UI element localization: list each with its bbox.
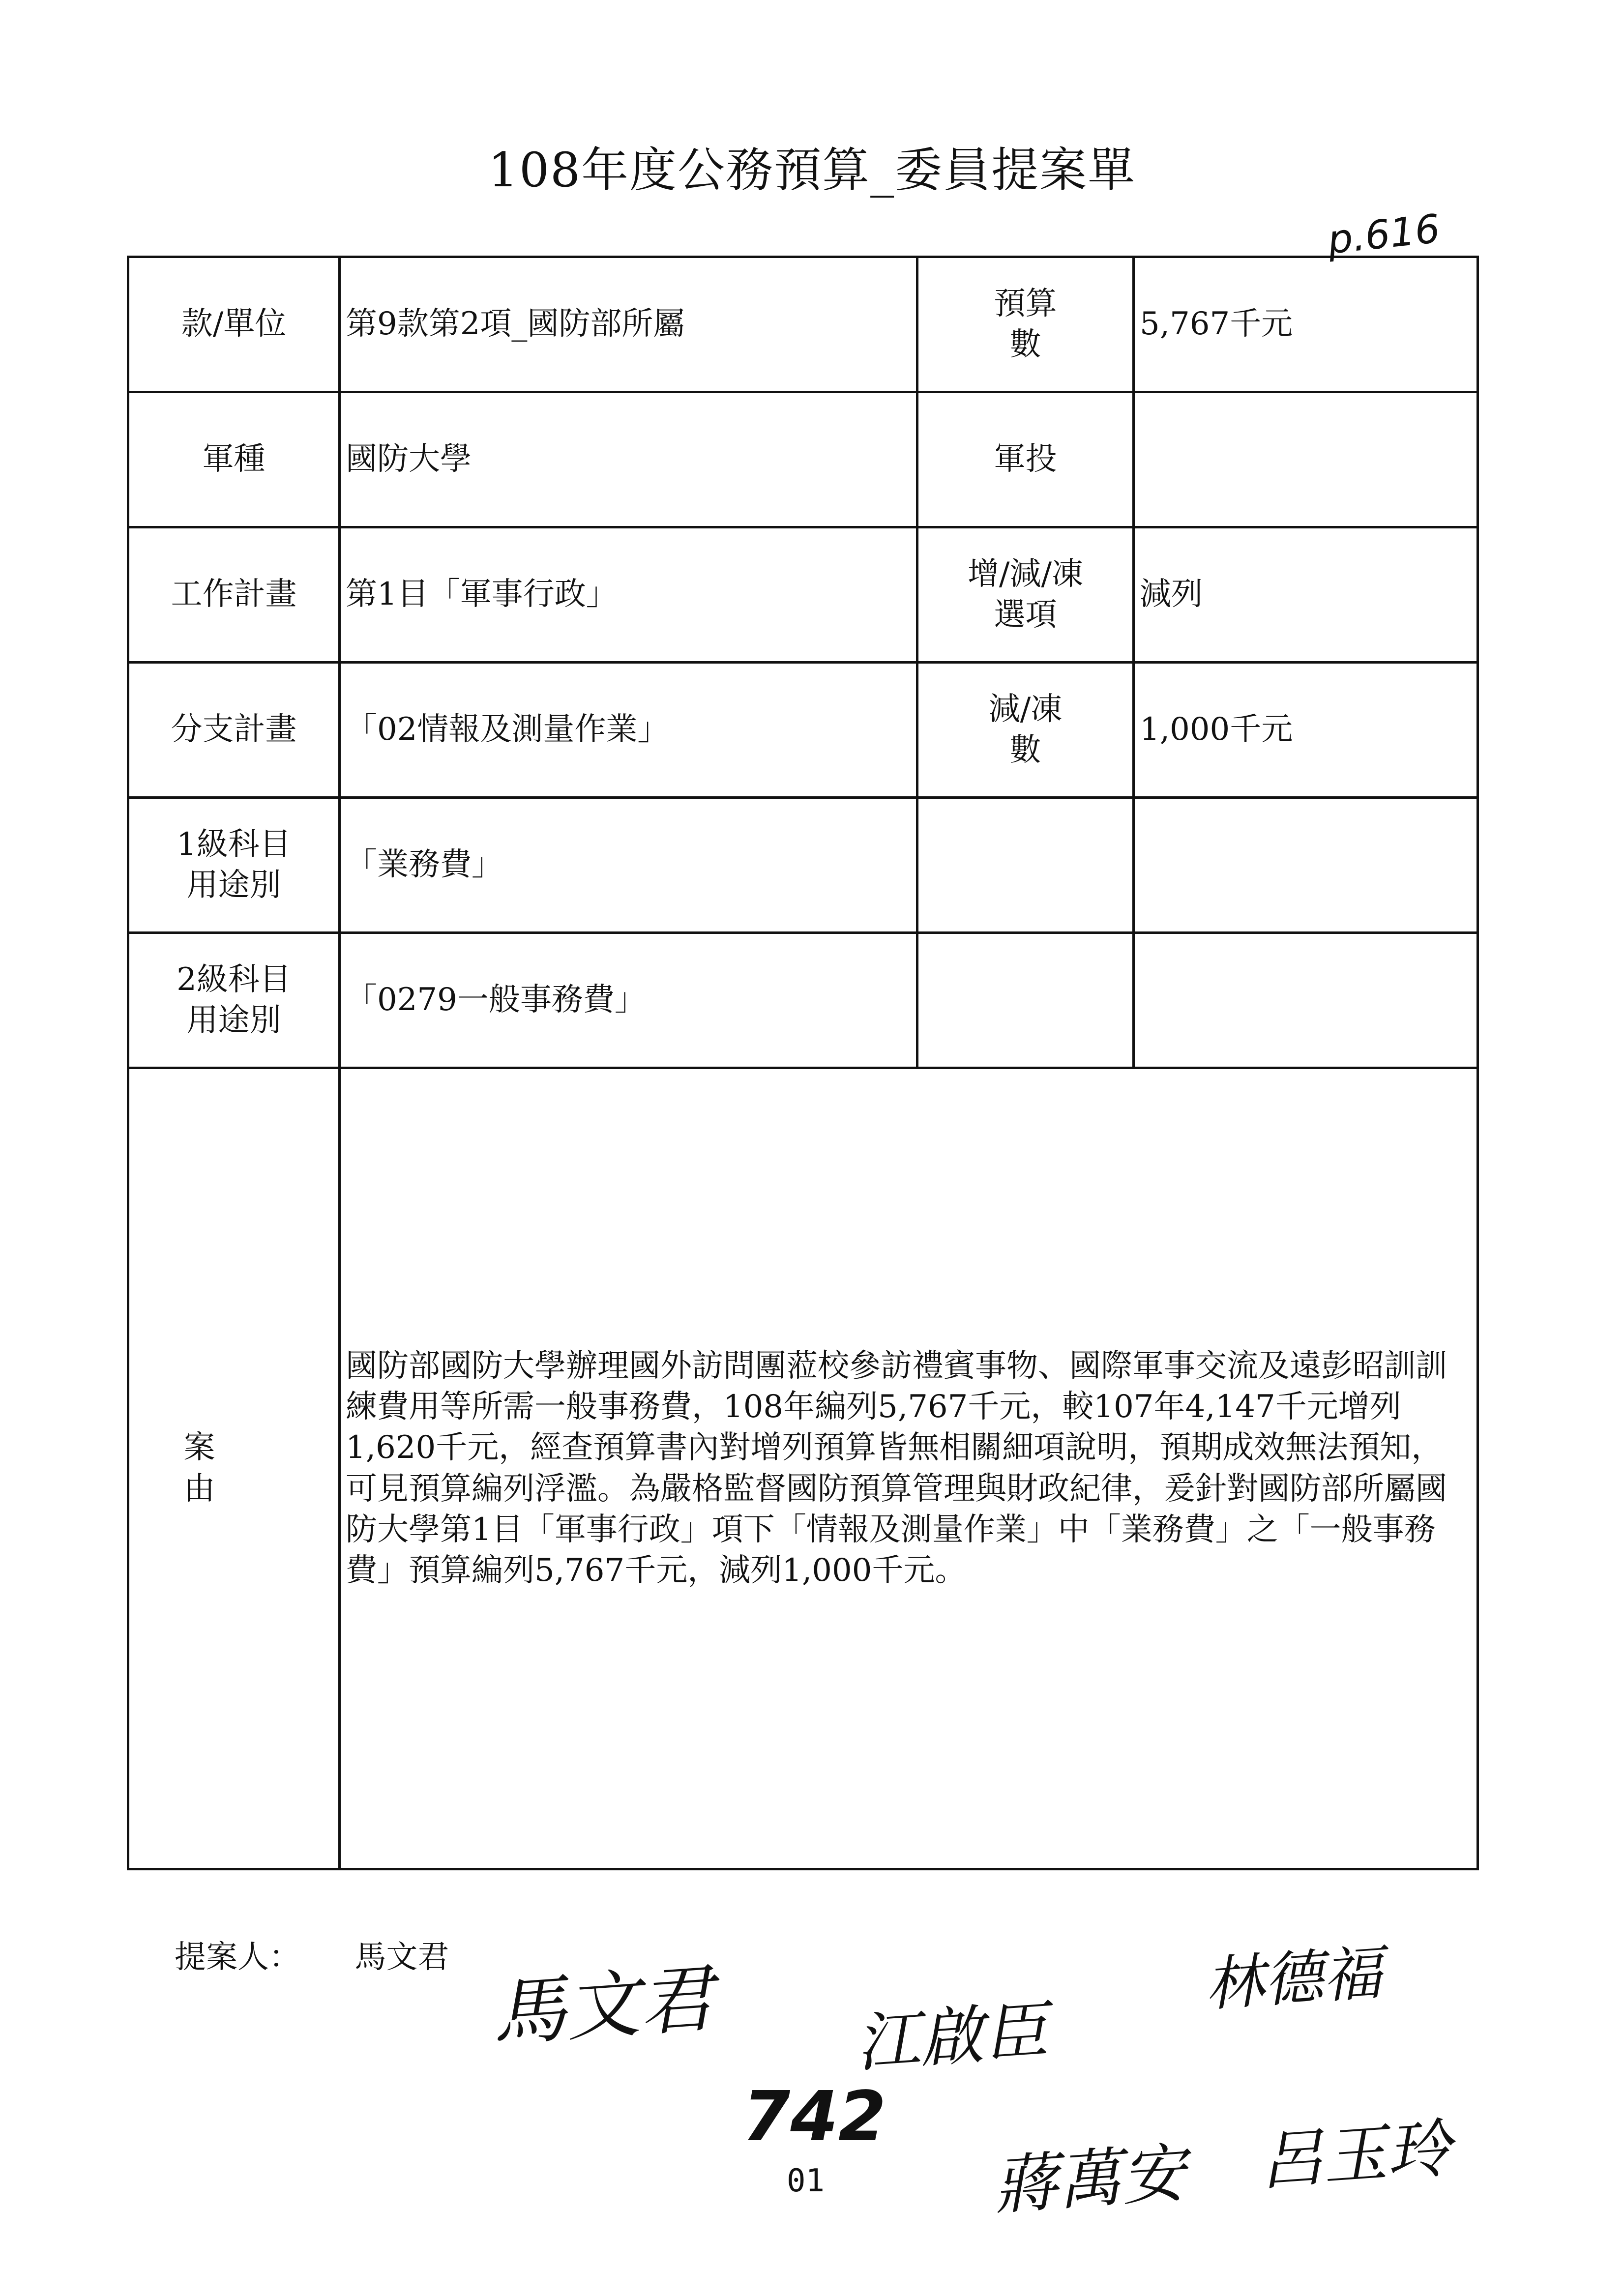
reason-text: 國防部國防大學辦理國外訪問團蒞校參訪禮賓事物、國際軍事交流及遠彭昭訓訓練費用等所需一般事務費，108年編列5,767千元，較107年4,147千元增列1,620千元，經查預算書內對增列預算皆無相關細項說明，預期成效無法預知，可見預算編列浮濫。為嚴格監督國防預算管理與財政紀律，爰針對國防部所屬國防大學第1目「軍事行政」項下「情報及測量作業」中「業務費」之「一般事務費」預算編列5,767千元，減列1,000千元。 <box>340 1068 1478 1869</box>
proposal-form-table <box>127 256 1479 1870</box>
stamp-number: 742 <box>742 2077 886 2157</box>
field-value-secondary: 1,000千元 <box>1134 663 1478 798</box>
field-value: 第9款第2項_國防部所屬 <box>340 257 917 392</box>
signature: 蔣萬安 <box>991 2135 1188 2224</box>
field-label-secondary: 減/凍 數 <box>917 663 1134 798</box>
signature: 呂玉玲 <box>1256 2111 1453 2199</box>
field-label: 軍種 <box>128 392 340 527</box>
reason-label: 案由 <box>128 1068 340 1869</box>
field-value-secondary <box>1134 798 1478 933</box>
field-label: 1級科目 用途別 <box>128 798 340 933</box>
field-value: 「02情報及測量作業」 <box>340 663 917 798</box>
page-reference-note: p.616 <box>1325 205 1443 263</box>
signature: 林德福 <box>1203 1939 1385 2020</box>
signature: 江啟臣 <box>853 1993 1050 2081</box>
field-label-secondary <box>917 933 1134 1068</box>
field-value-secondary <box>1134 933 1478 1068</box>
field-label: 款/單位 <box>128 257 340 392</box>
signature: 馬文君 <box>489 1956 716 2057</box>
field-value: 「0279一般事務費」 <box>340 933 917 1068</box>
form-row <box>128 527 1478 663</box>
page-number: 01 <box>787 2163 825 2199</box>
proposer-line <box>175 1932 449 1977</box>
form-row <box>128 798 1478 933</box>
field-label-secondary: 增/減/凍 選項 <box>917 527 1134 663</box>
reason-row <box>128 1068 1478 1869</box>
field-label-secondary: 預算 數 <box>917 257 1134 392</box>
field-label-secondary: 軍投 <box>917 392 1134 527</box>
field-value: 國防大學 <box>340 392 917 527</box>
form-row <box>128 933 1478 1068</box>
field-value-secondary <box>1134 392 1478 527</box>
field-label: 2級科目 用途別 <box>128 933 340 1068</box>
form-row <box>128 257 1478 392</box>
page-title: 108年度公務預算_委員提案單 <box>488 143 1136 198</box>
form-row <box>128 392 1478 527</box>
field-value-secondary: 減列 <box>1134 527 1478 663</box>
field-label: 分支計畫 <box>128 663 340 798</box>
field-label: 工作計畫 <box>128 527 340 663</box>
proposer-label: 提案人： <box>175 1939 300 1976</box>
proposer-name: 馬文君 <box>354 1939 449 1976</box>
field-label-secondary <box>917 798 1134 933</box>
field-value: 第1目「軍事行政」 <box>340 527 917 663</box>
field-value: 「業務費」 <box>340 798 917 933</box>
field-value-secondary: 5,767千元 <box>1134 257 1478 392</box>
form-row <box>128 663 1478 798</box>
